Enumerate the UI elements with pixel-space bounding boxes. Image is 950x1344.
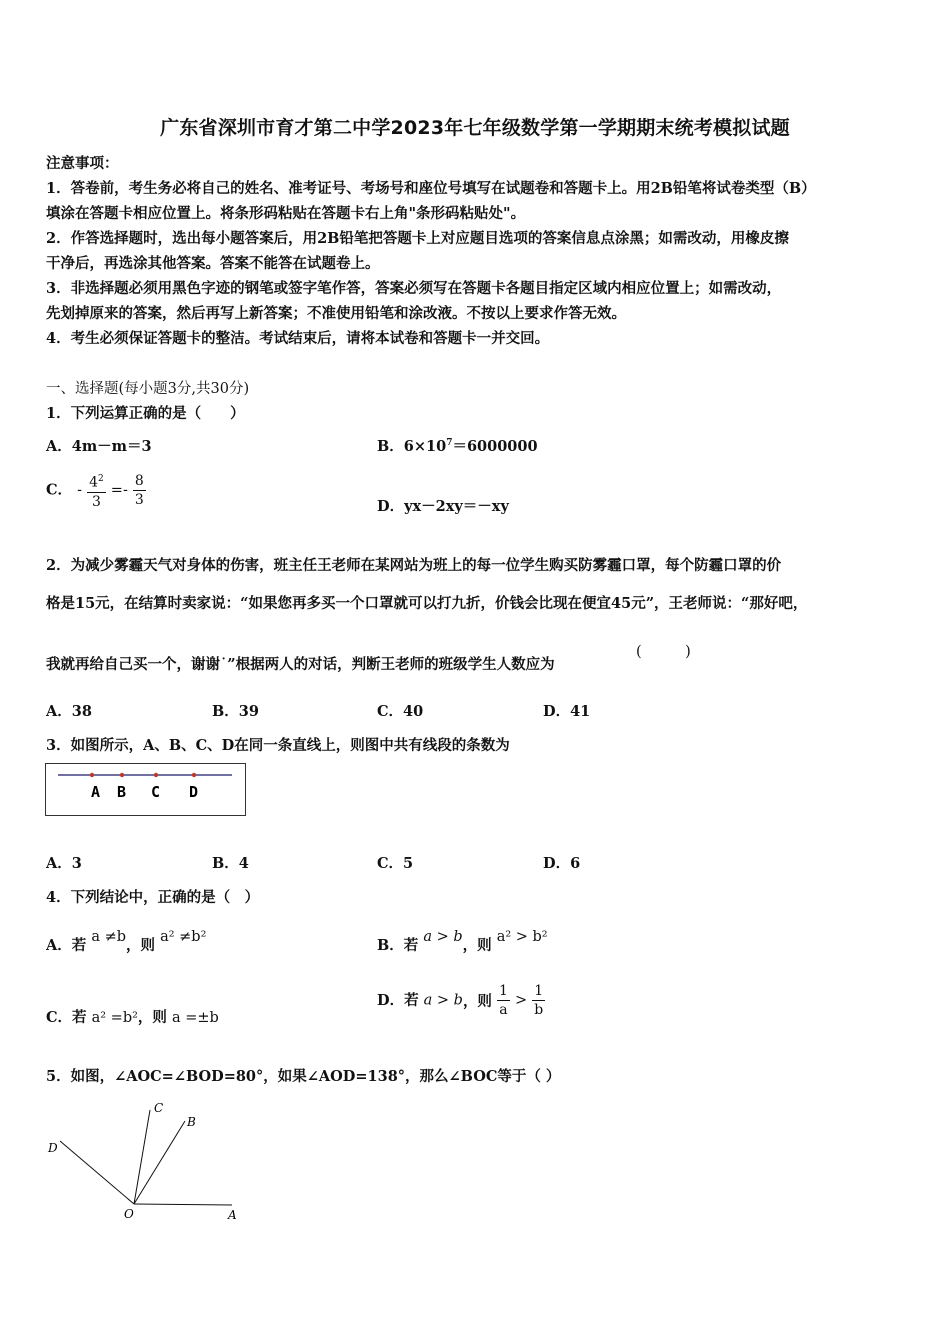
ray-ob [134, 1121, 185, 1204]
ray-oc [134, 1110, 150, 1204]
q4-d-den-2: b [534, 1002, 544, 1018]
label-c: C [154, 1101, 164, 1115]
label-b: B [187, 1115, 196, 1129]
angle-diagram [44, 1097, 254, 1227]
q3-figure [45, 763, 246, 816]
point-label: A [91, 783, 101, 801]
q4-d-condition: a > b [423, 992, 463, 1009]
q4-d-fraction-right [532, 982, 545, 1019]
line-segment-diagram [46, 764, 245, 815]
page-title: 广东省深圳市育才第二中学2023年七年级数学第一学期期末统考模拟试题 [160, 117, 790, 139]
label-d: D [48, 1141, 58, 1155]
q1-c-exponent: 2 [98, 474, 104, 484]
point-b [120, 773, 124, 777]
q4-a-conclusion: a² ≠b² [160, 929, 207, 945]
q1-b-exponent: 7 [446, 438, 453, 449]
q5-stem: 5．如图，∠AOC=∠BOD=80°，如果∠AOD=138°，那么∠BOC等于（ ） [46, 1068, 561, 1085]
q2-option-a: A．38 [46, 703, 92, 720]
q4-c-conclusion: a =±b [171, 1010, 219, 1026]
notice-line: 填涂在答题卡相应位置上。将条形码粘贴在答题卡右上角"条形码粘贴处"。 [46, 205, 526, 222]
q4-d-num-2: 1 [532, 982, 545, 1001]
q1-c-equals: =- [110, 482, 128, 499]
q1-c-fraction-2 [133, 472, 146, 509]
q2-option-b: B．39 [212, 703, 259, 720]
q1-c-numerator: 4 [89, 474, 98, 491]
q1-c-denominator-2: 3 [134, 491, 144, 508]
q4-d-fraction-left [497, 982, 510, 1019]
q5-figure [44, 1097, 254, 1227]
q4-b-then: ，则 [462, 937, 492, 954]
q4-option-b [377, 929, 548, 955]
q1-c-label: C． [46, 481, 73, 499]
q1-option-b [377, 435, 538, 456]
point-label: C [151, 783, 161, 801]
q1-stem: 1．下列运算正确的是（ ） [46, 405, 245, 422]
q4-c-prefix: C．若 [46, 1009, 87, 1026]
point-label: B [117, 783, 127, 801]
q4-option-a [46, 929, 207, 955]
q4-d-then: ，则 [462, 993, 492, 1010]
notice-heading: 注意事项： [46, 155, 119, 172]
ray-od [60, 1141, 134, 1204]
q2-line: 我就再给自己买一个，谢谢˙”根据两人的对话，判断王老师的班级学生人数应为 [46, 656, 555, 673]
q1-c-denominator: 3 [91, 493, 101, 510]
q1-b-tail: ＝6000000 [452, 438, 538, 455]
q4-option-d [377, 982, 545, 1019]
q4-d-gt: > [514, 992, 528, 1009]
q2-line: 格是15元，在结算时卖家说：“如果您再多买一个口罩就可以打九折，价钱会比现在便宜45元”，王老师说：“那好吧， [46, 595, 808, 612]
q4-stem: 4．下列结论中，正确的是（ ） [46, 889, 260, 906]
q2-option-c: C．40 [377, 703, 424, 720]
q4-b-prefix: B．若 [377, 937, 419, 954]
q2-option-d: D．41 [543, 703, 591, 720]
notice-line: 3．非选择题必须用黑色字迹的钢笔或签字笔作答，答案必须写在答题卡各题目指定区域内相应位置上；如需改动， [46, 280, 782, 297]
label-a: A [228, 1208, 237, 1222]
q4-d-prefix: D．若 [377, 992, 419, 1009]
notice-line: 2．作答选择题时，选出每小题答案后，用2B铅笔把答题卡上对应题目选项的答案信息点涂黑；如需改动，用橡皮擦 [46, 230, 789, 247]
q2-answer-paren: ( ) [636, 644, 691, 660]
notice-line: 干净后，再选涂其他答案。答案不能答在试题卷上。 [46, 255, 380, 272]
notice-line: 先划掉原来的答案，然后再写上新答案；不准使用铅笔和涂改液。不按以上要求作答无效。 [46, 305, 626, 322]
point-a [90, 773, 94, 777]
q4-c-then: ，则 [137, 1009, 167, 1026]
q1-b-label: B．6×10 [377, 438, 447, 455]
q4-b-condition: a > b [423, 929, 463, 945]
q4-d-den-1: a [499, 1002, 508, 1018]
q1-option-d: D．yx－2xy＝－xy [377, 498, 509, 515]
q1-option-c: C． - $\frac{4^2}{3}$ =- $\frac{8}{3}$ [46, 470, 146, 511]
point-c [154, 773, 158, 777]
q1-c-fraction [87, 470, 106, 511]
section-heading: 一、选择题(每小题3分,共30分) [46, 381, 250, 397]
notice-line: 1．答卷前，考生务必将自己的姓名、准考证号、考场号和座位号填写在试题卷和答题卡上。用2B铅笔将试卷类型（B） [46, 180, 816, 197]
q4-option-c [46, 1006, 219, 1027]
q3-option-b: B．4 [212, 855, 249, 872]
point-label: D [189, 783, 199, 801]
q4-a-condition: a ≠b [91, 929, 127, 945]
q3-option-d: D．6 [543, 855, 581, 872]
q3-option-c: C．5 [377, 855, 414, 872]
label-o: O [124, 1207, 134, 1221]
q4-a-then: ，则 [126, 937, 156, 954]
q3-option-a: A．3 [46, 855, 82, 872]
notice-line: 4．考生必须保证答题卡的整洁。考试结束后，请将本试卷和答题卡一并交回。 [46, 330, 550, 347]
q4-b-conclusion: a² > b² [496, 929, 548, 945]
q4-a-prefix: A．若 [46, 937, 87, 954]
q1-option-a: A．4m－m＝3 [46, 438, 152, 455]
q1-c-numerator-2: 8 [134, 472, 144, 489]
q4-d-num-1: 1 [499, 983, 508, 999]
q2-line: 2．为减少雾霾天气对身体的伤害，班主任王老师在某网站为班上的每一位学生购买防雾霾口罩，每个防霾口罩的价 [46, 557, 782, 574]
q4-c-condition: a² =b² [91, 1010, 138, 1026]
q3-stem: 3．如图所示，A、B、C、D在同一条直线上，则图中共有线段的条数为 [46, 737, 510, 754]
point-d [192, 773, 196, 777]
ray-oa [134, 1204, 232, 1205]
